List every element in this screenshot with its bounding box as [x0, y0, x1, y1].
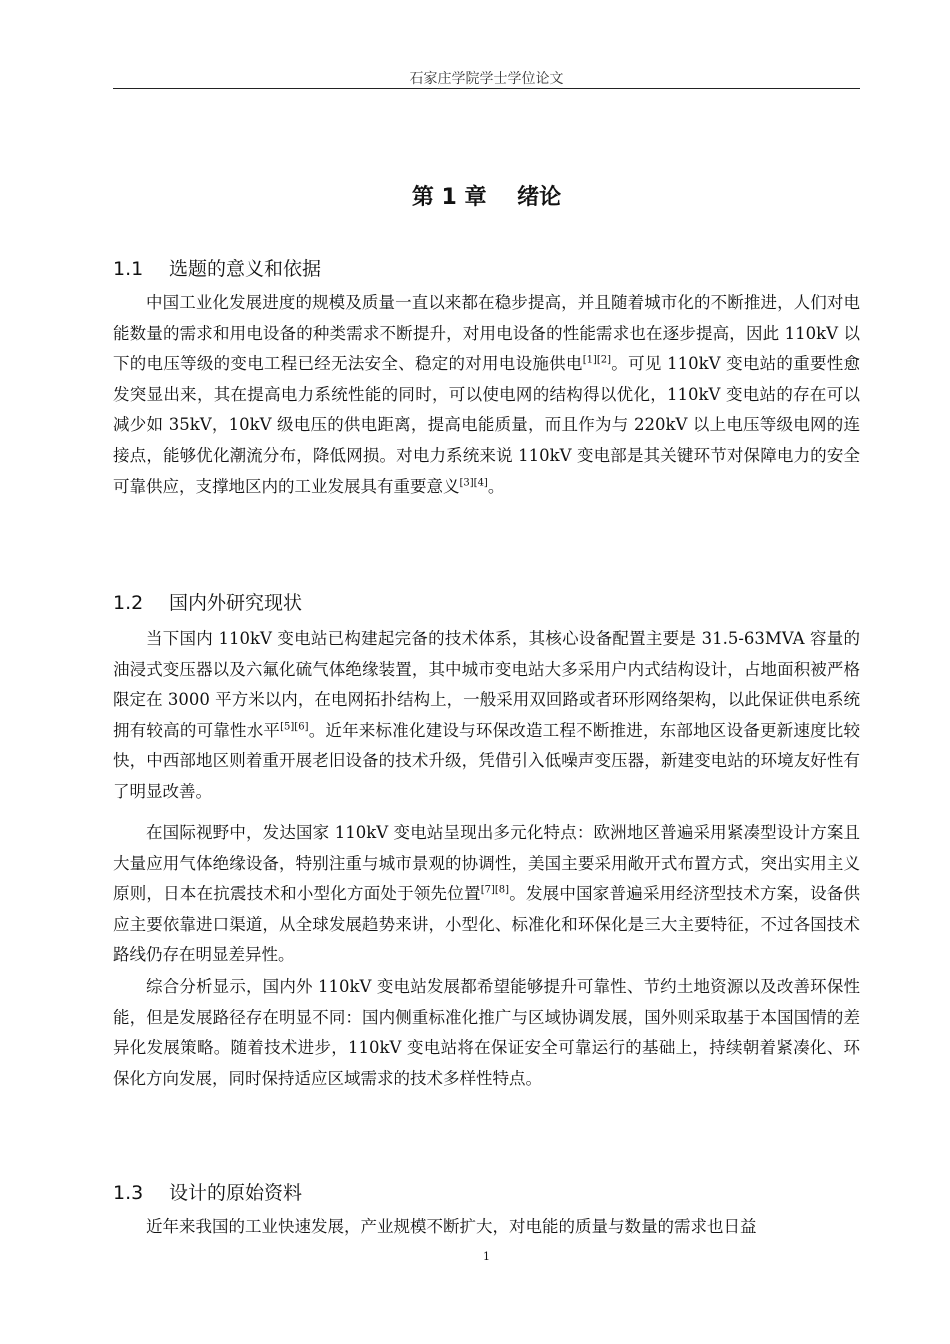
page-number: 1 — [483, 1250, 490, 1263]
section-number: 1.3 — [113, 1182, 144, 1204]
section-heading-1-1 — [113, 254, 321, 281]
paragraph-text: 。发展中国家普遍采用经济型技术方案，设备供应主要依靠进口渠道，从全球发展趋势来讲，小型化、标准化和环保化是三大主要特征，不过各国技术路线仍存在明显差异性。 — [113, 884, 861, 965]
paragraph-text: 。 — [487, 476, 505, 496]
section-heading-1-3 — [113, 1178, 302, 1205]
header-rule — [113, 88, 860, 89]
chapter-title: 第 1 章 绪论 — [411, 185, 562, 210]
citation: [3][4] — [459, 477, 488, 489]
citation: [5][6] — [280, 721, 309, 733]
paragraph — [113, 288, 860, 502]
paragraph-text: 中国工业化发展进度的规模及质量一直以来都在稳步提高，并且随着城市化的不断推进，人们对电能数量的需求和用电设备的种类需求不断提升，对用电设备的性能需求也在逐步提高，因此 110kV 以下的电压等级的变电工程已经无法安全、稳定的对用电设施供电 — [113, 293, 860, 374]
section-number: 1.1 — [113, 258, 144, 280]
citation: [7][8] — [480, 884, 510, 896]
section-title: 设计的原始资料 — [169, 1182, 303, 1204]
paragraph-text: 。可见 110kV 变电站的重要性愈发突显出来，其在提高电力系统性能的同时，可以使电网的结构得以优化，110kV 变电站的存在可以减少如 35kV，10kV 级电压的供电距离，提高电能质量，而且作为与 220kV 以上电压等级电网的连接点，能够优化潮流分布，降低网损。对电力系统来说 110kV 变电部是其关键环节对保障电力的安全可靠供应，支撑地区内的工业发展具有重要意义 — [113, 354, 860, 496]
paragraph: 综合分析显示，国内外 110kV 变电站发展都希望能够提升可靠性、节约土地资源以及改善环保性能，但是发展路径存在明显不同：国内侧重标准化推广与区域协调发展，国外则采取基于本国国情的差异化发展策略。随着技术进步，110kV 变电站将在保证安全可靠运行的基础上，持续朝着紧凑化、环保化方向发展，同时保持适应区域需求的技术多样性特点。 — [113, 977, 860, 1088]
paragraph: 近年来我国的工业快速发展，产业规模不断扩大，对电能的质量与数量的需求也日益 — [146, 1217, 757, 1236]
paragraph-text: 当下国内 110kV 变电站已构建起完备的技术体系，其核心设备配置主要是 31.5-63MVA 容量的油浸式变压器以及六氟化硫气体绝缘装置，其中城市变电站大多采用户内式结构设计，占地面积被严格限定在 3000 平方米以内，在电网拓扑结构上，一般采用双回路或者环形网络架构，以此保证供电系统拥有较高的可靠性水平 — [113, 629, 860, 740]
paragraph — [113, 818, 860, 971]
running-header: 石家庄学院学士学位论文 — [409, 71, 564, 87]
paragraph-text: 在国际视野中，发达国家 110kV 变电站呈现出多元化特点：欧洲地区普遍采用紧凑型设计方案且大量应用气体绝缘设备，特别注重与城市景观的协调性，美国主要采用敞开式布置方式，突出实用主义原则，日本在抗震技术和小型化方面处于领先位置 — [113, 823, 860, 904]
paragraph-text: 。近年来标准化建设与环保改造工程不断推进，东部地区设备更新速度比较快，中西部地区则着重开展老旧设备的技术升级，凭借引入低噪声变压器，新建变电站的环境友好性有了明显改善。 — [113, 720, 861, 801]
section-number: 1.2 — [113, 592, 144, 614]
section-heading-1-2 — [113, 588, 302, 615]
section-title: 国内外研究现状 — [169, 592, 303, 614]
section-title: 选题的意义和依据 — [169, 258, 322, 280]
citation: [1][2] — [582, 354, 612, 366]
paragraph — [113, 624, 860, 808]
